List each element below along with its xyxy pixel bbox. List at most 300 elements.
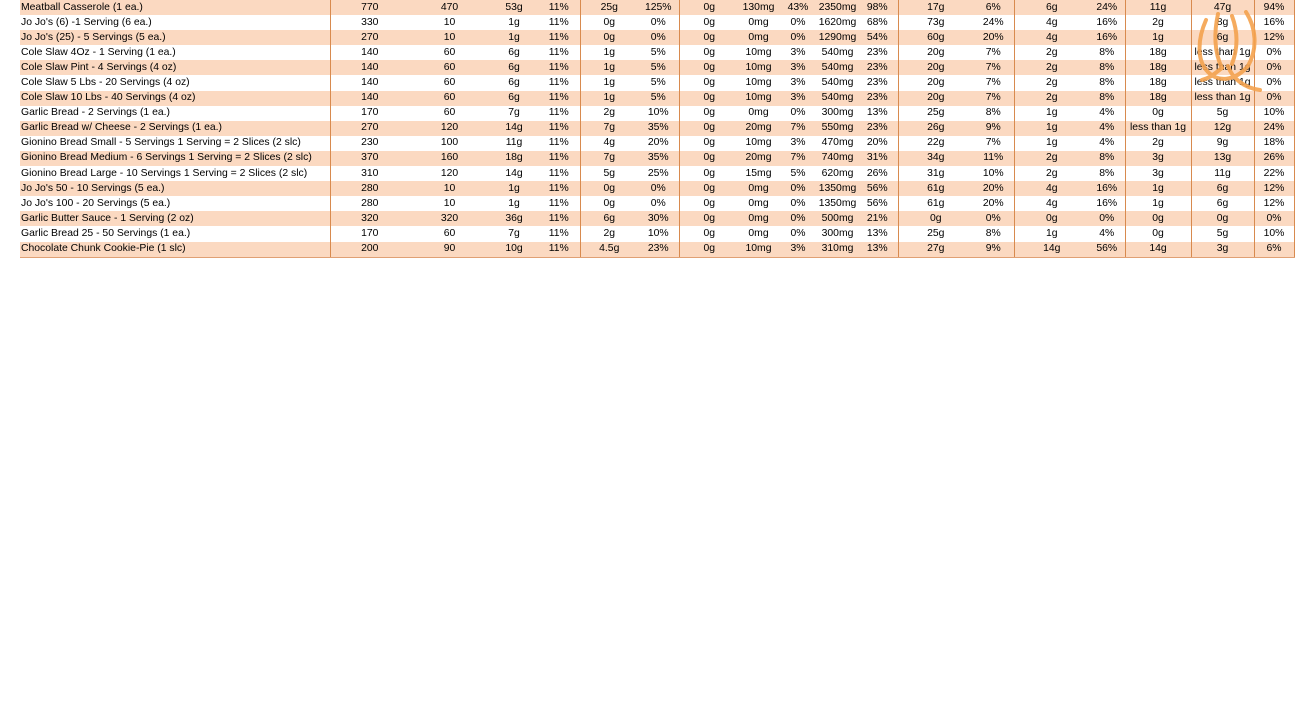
nutrition-value-cell: 10% xyxy=(638,106,679,121)
nutrition-value-cell: 0g xyxy=(1125,106,1191,121)
nutrition-value-cell: 60g xyxy=(898,30,973,45)
nutrition-value-cell: 2g xyxy=(1014,75,1089,90)
nutrition-value-cell: 3% xyxy=(778,75,818,90)
nutrition-value-cell: 68% xyxy=(857,15,898,30)
nutrition-value-cell: 18% xyxy=(1254,136,1294,151)
nutrition-value-cell: 170 xyxy=(330,106,409,121)
nutrition-value-cell: 770 xyxy=(330,0,409,15)
nutrition-value-cell: 0% xyxy=(1089,211,1125,226)
nutrition-value-cell: 22% xyxy=(1254,166,1294,181)
nutrition-table xyxy=(20,0,1295,258)
nutrition-value-cell: 8% xyxy=(1089,166,1125,181)
nutrition-value-cell: 23% xyxy=(857,121,898,136)
nutrition-value-cell: 25g xyxy=(898,226,973,241)
nutrition-value-cell: 11% xyxy=(538,181,580,196)
nutrition-value-cell: 7g xyxy=(580,151,638,166)
nutrition-value-cell: 11% xyxy=(973,151,1014,166)
nutrition-value-cell: 25% xyxy=(638,166,679,181)
nutrition-value-cell: less than 1g xyxy=(1191,75,1254,90)
nutrition-value-cell: 30% xyxy=(638,211,679,226)
nutrition-value-cell: 18g xyxy=(1125,60,1191,75)
nutrition-value-cell: 5% xyxy=(778,166,818,181)
nutrition-value-cell: 60 xyxy=(409,106,490,121)
nutrition-value-cell: 10mg xyxy=(739,45,778,60)
nutrition-value-cell: 140 xyxy=(330,45,409,60)
nutrition-value-cell: 98% xyxy=(857,0,898,15)
nutrition-value-cell: 10 xyxy=(409,30,490,45)
nutrition-value-cell: 4% xyxy=(1089,121,1125,136)
nutrition-value-cell: 16% xyxy=(1089,181,1125,196)
nutrition-value-cell: 0% xyxy=(778,211,818,226)
nutrition-value-cell: 56% xyxy=(857,181,898,196)
nutrition-value-cell: 11% xyxy=(538,211,580,226)
nutrition-value-cell: 60 xyxy=(409,226,490,241)
nutrition-value-cell: 7% xyxy=(973,91,1014,106)
table-row xyxy=(20,0,1294,15)
nutrition-value-cell: 10 xyxy=(409,15,490,30)
nutrition-value-cell: 8% xyxy=(1089,60,1125,75)
nutrition-value-cell: 11g xyxy=(1191,166,1254,181)
nutrition-value-cell: 0g xyxy=(679,121,739,136)
nutrition-value-cell: 60 xyxy=(409,60,490,75)
nutrition-value-cell: 11% xyxy=(538,136,580,151)
nutrition-value-cell: 1g xyxy=(1125,196,1191,211)
nutrition-value-cell: 18g xyxy=(1125,75,1191,90)
nutrition-value-cell: 0% xyxy=(778,15,818,30)
nutrition-value-cell: 310mg xyxy=(818,242,857,258)
nutrition-value-cell: 20g xyxy=(898,60,973,75)
nutrition-value-cell: 54% xyxy=(857,30,898,45)
nutrition-value-cell: 120 xyxy=(409,166,490,181)
nutrition-value-cell: 12g xyxy=(1191,121,1254,136)
nutrition-value-cell: 0g xyxy=(679,211,739,226)
nutrition-value-cell: 0g xyxy=(679,226,739,241)
nutrition-value-cell: 0mg xyxy=(739,15,778,30)
nutrition-value-cell: 160 xyxy=(409,151,490,166)
nutrition-value-cell: 280 xyxy=(330,181,409,196)
nutrition-value-cell: 7% xyxy=(973,75,1014,90)
table-row xyxy=(20,181,1294,196)
nutrition-value-cell: 0g xyxy=(679,45,739,60)
nutrition-value-cell: 4g xyxy=(1014,181,1089,196)
nutrition-value-cell: 5% xyxy=(638,45,679,60)
menu-item-name: Cole Slaw 4Oz - 1 Serving (1 ea.) xyxy=(20,45,330,60)
nutrition-value-cell: 1g xyxy=(1014,226,1089,241)
nutrition-value-cell: 0% xyxy=(1254,60,1294,75)
nutrition-value-cell: 23% xyxy=(638,242,679,258)
nutrition-value-cell: 9% xyxy=(973,242,1014,258)
nutrition-value-cell: 320 xyxy=(330,211,409,226)
nutrition-value-cell: 10% xyxy=(973,166,1014,181)
nutrition-value-cell: 24% xyxy=(973,15,1014,30)
nutrition-value-cell: 0g xyxy=(679,166,739,181)
nutrition-value-cell: 0mg xyxy=(739,181,778,196)
nutrition-value-cell: 10mg xyxy=(739,75,778,90)
table-row xyxy=(20,151,1294,166)
nutrition-value-cell: 7g xyxy=(490,226,538,241)
nutrition-value-cell: 8g xyxy=(1191,15,1254,30)
nutrition-value-cell: 0% xyxy=(778,106,818,121)
nutrition-value-cell: 0g xyxy=(580,30,638,45)
nutrition-value-cell: 3% xyxy=(778,60,818,75)
nutrition-value-cell: 0% xyxy=(778,226,818,241)
nutrition-value-cell: 7g xyxy=(490,106,538,121)
nutrition-value-cell: 10 xyxy=(409,196,490,211)
nutrition-value-cell: 0g xyxy=(1014,211,1089,226)
nutrition-value-cell: 270 xyxy=(330,121,409,136)
nutrition-value-cell: 25g xyxy=(898,106,973,121)
nutrition-value-cell: 540mg xyxy=(818,75,857,90)
nutrition-value-cell: 13g xyxy=(1191,151,1254,166)
nutrition-value-cell: 1350mg xyxy=(818,181,857,196)
nutrition-value-cell: 4g xyxy=(1014,30,1089,45)
nutrition-value-cell: 31g xyxy=(898,166,973,181)
nutrition-value-cell: 14g xyxy=(1125,242,1191,258)
nutrition-value-cell: 8% xyxy=(1089,75,1125,90)
menu-item-name: Gionino Bread Small - 5 Servings 1 Serving = 2 Slices (2 slc) xyxy=(20,136,330,151)
nutrition-value-cell: 11% xyxy=(538,196,580,211)
nutrition-value-cell: 120 xyxy=(409,121,490,136)
nutrition-value-cell: 6g xyxy=(1014,0,1089,15)
nutrition-value-cell: 11% xyxy=(538,226,580,241)
nutrition-value-cell: 24% xyxy=(1089,0,1125,15)
nutrition-value-cell: 0% xyxy=(778,196,818,211)
nutrition-value-cell: 0mg xyxy=(739,196,778,211)
nutrition-value-cell: 4g xyxy=(580,136,638,151)
nutrition-value-cell: 1g xyxy=(1125,30,1191,45)
nutrition-value-cell: 36g xyxy=(490,211,538,226)
nutrition-value-cell: 7% xyxy=(973,45,1014,60)
nutrition-value-cell: less than 1g xyxy=(1125,121,1191,136)
nutrition-value-cell: 20g xyxy=(898,91,973,106)
nutrition-value-cell: 21% xyxy=(857,211,898,226)
nutrition-value-cell: 11% xyxy=(538,60,580,75)
nutrition-value-cell: 320 xyxy=(409,211,490,226)
nutrition-value-cell: 1g xyxy=(1014,136,1089,151)
nutrition-value-cell: 10mg xyxy=(739,60,778,75)
nutrition-value-cell: 0g xyxy=(1191,211,1254,226)
nutrition-value-cell: 11% xyxy=(538,91,580,106)
table-row xyxy=(20,196,1294,211)
nutrition-value-cell: 0g xyxy=(679,75,739,90)
nutrition-value-cell: 11% xyxy=(538,166,580,181)
nutrition-value-cell: 7% xyxy=(778,151,818,166)
nutrition-value-cell: 11% xyxy=(538,0,580,15)
nutrition-value-cell: 11% xyxy=(538,30,580,45)
nutrition-value-cell: 13% xyxy=(857,242,898,258)
nutrition-value-cell: 1290mg xyxy=(818,30,857,45)
nutrition-value-cell: 6g xyxy=(580,211,638,226)
nutrition-value-cell: 0% xyxy=(638,181,679,196)
nutrition-value-cell: 73g xyxy=(898,15,973,30)
nutrition-value-cell: 6g xyxy=(1191,196,1254,211)
nutrition-value-cell: 10mg xyxy=(739,91,778,106)
nutrition-value-cell: 0% xyxy=(778,30,818,45)
menu-item-name: Chocolate Chunk Cookie-Pie (1 slc) xyxy=(20,242,330,258)
nutrition-value-cell: 140 xyxy=(330,75,409,90)
nutrition-value-cell: 13% xyxy=(857,106,898,121)
nutrition-value-cell: 35% xyxy=(638,151,679,166)
nutrition-value-cell: 20g xyxy=(898,45,973,60)
nutrition-value-cell: 23% xyxy=(857,91,898,106)
nutrition-value-cell: 13% xyxy=(857,226,898,241)
table-row xyxy=(20,166,1294,181)
nutrition-value-cell: 0g xyxy=(679,242,739,258)
nutrition-value-cell: 26g xyxy=(898,121,973,136)
nutrition-value-cell: 61g xyxy=(898,196,973,211)
table-row xyxy=(20,121,1294,136)
nutrition-value-cell: 0g xyxy=(679,136,739,151)
menu-item-name: Garlic Bread - 2 Servings (1 ea.) xyxy=(20,106,330,121)
nutrition-value-cell: 10% xyxy=(1254,226,1294,241)
nutrition-value-cell: 2g xyxy=(1014,60,1089,75)
nutrition-value-cell: 540mg xyxy=(818,91,857,106)
nutrition-value-cell: 6% xyxy=(1254,242,1294,258)
nutrition-value-cell: 43% xyxy=(778,0,818,15)
menu-item-name: Jo Jo's 50 - 10 Servings (5 ea.) xyxy=(20,181,330,196)
nutrition-value-cell: 5% xyxy=(638,91,679,106)
nutrition-value-cell: 11g xyxy=(490,136,538,151)
nutrition-value-cell: 5% xyxy=(638,60,679,75)
nutrition-value-cell: 540mg xyxy=(818,45,857,60)
nutrition-value-cell: 3% xyxy=(778,45,818,60)
nutrition-value-cell: 4% xyxy=(1089,226,1125,241)
nutrition-value-cell: 9g xyxy=(1191,136,1254,151)
nutrition-value-cell: 10mg xyxy=(739,136,778,151)
menu-item-name: Gionino Bread Large - 10 Servings 1 Serving = 2 Slices (2 slc) xyxy=(20,166,330,181)
nutrition-value-cell: 6g xyxy=(490,60,538,75)
nutrition-value-cell: 47g xyxy=(1191,0,1254,15)
nutrition-value-cell: 0g xyxy=(679,196,739,211)
nutrition-value-cell: 60 xyxy=(409,75,490,90)
nutrition-value-cell: 26% xyxy=(1254,151,1294,166)
nutrition-value-cell: 18g xyxy=(490,151,538,166)
nutrition-value-cell: 370 xyxy=(330,151,409,166)
nutrition-value-cell: 3g xyxy=(1125,166,1191,181)
nutrition-value-cell: 3g xyxy=(1125,151,1191,166)
nutrition-value-cell: 125% xyxy=(638,0,679,15)
nutrition-value-cell: 90 xyxy=(409,242,490,258)
nutrition-value-cell: 35% xyxy=(638,121,679,136)
nutrition-value-cell: 1g xyxy=(580,45,638,60)
nutrition-value-cell: 5% xyxy=(638,75,679,90)
nutrition-value-cell: 140 xyxy=(330,91,409,106)
nutrition-value-cell: 10mg xyxy=(739,242,778,258)
nutrition-value-cell: 16% xyxy=(1254,15,1294,30)
nutrition-value-cell: 8% xyxy=(973,226,1014,241)
nutrition-value-cell: 5g xyxy=(1191,106,1254,121)
nutrition-value-cell: 470 xyxy=(409,0,490,15)
nutrition-value-cell: 0mg xyxy=(739,106,778,121)
nutrition-value-cell: 4g xyxy=(1014,196,1089,211)
nutrition-value-cell: 12% xyxy=(1254,30,1294,45)
nutrition-value-cell: 1g xyxy=(1014,106,1089,121)
nutrition-value-cell: 0g xyxy=(679,15,739,30)
nutrition-value-cell: 14g xyxy=(490,121,538,136)
nutrition-value-cell: 4% xyxy=(1089,136,1125,151)
menu-item-name: Gionino Bread Medium - 6 Servings 1 Serving = 2 Slices (2 slc) xyxy=(20,151,330,166)
nutrition-value-cell: 11% xyxy=(538,75,580,90)
nutrition-value-cell: 2g xyxy=(1014,91,1089,106)
nutrition-value-cell: 16% xyxy=(1089,30,1125,45)
nutrition-value-cell: 20% xyxy=(973,30,1014,45)
nutrition-value-cell: 60 xyxy=(409,91,490,106)
nutrition-value-cell: 1g xyxy=(1014,121,1089,136)
nutrition-value-cell: 7% xyxy=(778,121,818,136)
nutrition-value-cell: 17g xyxy=(898,0,973,15)
nutrition-value-cell: 15mg xyxy=(739,166,778,181)
nutrition-value-cell: 20% xyxy=(857,136,898,151)
nutrition-value-cell: 0mg xyxy=(739,30,778,45)
nutrition-value-cell: 1g xyxy=(580,91,638,106)
nutrition-value-cell: 2g xyxy=(580,226,638,241)
menu-item-name: Jo Jo's (25) - 5 Servings (5 ea.) xyxy=(20,30,330,45)
nutrition-value-cell: 280 xyxy=(330,196,409,211)
menu-item-name: Jo Jo's 100 - 20 Servings (5 ea.) xyxy=(20,196,330,211)
nutrition-value-cell: less than 1g xyxy=(1191,60,1254,75)
nutrition-value-cell: 0g xyxy=(679,30,739,45)
nutrition-value-cell: 130mg xyxy=(739,0,778,15)
nutrition-value-cell: 0% xyxy=(638,30,679,45)
nutrition-value-cell: 0% xyxy=(1254,45,1294,60)
nutrition-value-cell: 9% xyxy=(973,121,1014,136)
nutrition-value-cell: 25g xyxy=(580,0,638,15)
nutrition-value-cell: 0g xyxy=(679,106,739,121)
nutrition-value-cell: 16% xyxy=(1089,15,1125,30)
nutrition-value-cell: 3% xyxy=(778,91,818,106)
nutrition-value-cell: 20mg xyxy=(739,121,778,136)
nutrition-value-cell: 20% xyxy=(973,196,1014,211)
nutrition-value-cell: 1g xyxy=(580,75,638,90)
nutrition-value-cell: 31% xyxy=(857,151,898,166)
nutrition-value-cell: 60 xyxy=(409,45,490,60)
nutrition-value-cell: 7% xyxy=(973,60,1014,75)
nutrition-value-cell: 0g xyxy=(679,60,739,75)
nutrition-value-cell: 34g xyxy=(898,151,973,166)
nutrition-value-cell: 7% xyxy=(973,136,1014,151)
nutrition-value-cell: 0% xyxy=(1254,75,1294,90)
nutrition-value-cell: 6g xyxy=(490,45,538,60)
nutrition-value-cell: 20% xyxy=(973,181,1014,196)
nutrition-value-cell: 1g xyxy=(490,196,538,211)
nutrition-value-cell: 310 xyxy=(330,166,409,181)
nutrition-value-cell: 2g xyxy=(1014,151,1089,166)
nutrition-value-cell: 0g xyxy=(679,181,739,196)
nutrition-value-cell: 0g xyxy=(580,196,638,211)
table-row xyxy=(20,45,1294,60)
nutrition-value-cell: 1g xyxy=(580,60,638,75)
nutrition-value-cell: 10g xyxy=(490,242,538,258)
nutrition-value-cell: 3g xyxy=(1191,242,1254,258)
nutrition-value-cell: 0% xyxy=(973,211,1014,226)
nutrition-value-cell: 94% xyxy=(1254,0,1294,15)
menu-item-name: Cole Slaw Pint - 4 Servings (4 oz) xyxy=(20,60,330,75)
table-row xyxy=(20,15,1294,30)
nutrition-value-cell: 7g xyxy=(580,121,638,136)
nutrition-value-cell: 12% xyxy=(1254,196,1294,211)
nutrition-value-cell: 0g xyxy=(898,211,973,226)
nutrition-value-cell: 3% xyxy=(778,136,818,151)
nutrition-table-body xyxy=(20,0,1294,257)
menu-item-name: Cole Slaw 10 Lbs - 40 Servings (4 oz) xyxy=(20,91,330,106)
nutrition-value-cell: 620mg xyxy=(818,166,857,181)
nutrition-value-cell: 470mg xyxy=(818,136,857,151)
nutrition-value-cell: 0g xyxy=(580,15,638,30)
nutrition-value-cell: 11% xyxy=(538,242,580,258)
nutrition-value-cell: 14g xyxy=(1014,242,1089,258)
nutrition-value-cell: 16% xyxy=(1089,196,1125,211)
table-row xyxy=(20,136,1294,151)
nutrition-value-cell: 1g xyxy=(490,30,538,45)
table-row xyxy=(20,211,1294,226)
nutrition-value-cell: 0% xyxy=(1254,211,1294,226)
nutrition-value-cell: 6g xyxy=(490,75,538,90)
nutrition-value-cell: 5g xyxy=(580,166,638,181)
nutrition-value-cell: 3% xyxy=(778,242,818,258)
table-row xyxy=(20,242,1294,258)
nutrition-value-cell: 0% xyxy=(638,15,679,30)
nutrition-value-cell: 270 xyxy=(330,30,409,45)
nutrition-value-cell: 100 xyxy=(409,136,490,151)
nutrition-value-cell: 56% xyxy=(1089,242,1125,258)
table-row xyxy=(20,60,1294,75)
nutrition-value-cell: 1g xyxy=(490,181,538,196)
nutrition-value-cell: 27g xyxy=(898,242,973,258)
table-row xyxy=(20,106,1294,121)
nutrition-value-cell: 11% xyxy=(538,106,580,121)
menu-item-name: Meatball Casserole (1 ea.) xyxy=(20,0,330,15)
nutrition-value-cell: 18g xyxy=(1125,45,1191,60)
nutrition-value-cell: 550mg xyxy=(818,121,857,136)
nutrition-value-cell: 230 xyxy=(330,136,409,151)
nutrition-value-cell: 1350mg xyxy=(818,196,857,211)
nutrition-value-cell: 24% xyxy=(1254,121,1294,136)
nutrition-value-cell: 6% xyxy=(973,0,1014,15)
nutrition-value-cell: 18g xyxy=(1125,91,1191,106)
nutrition-value-cell: 1620mg xyxy=(818,15,857,30)
nutrition-value-cell: 11g xyxy=(1125,0,1191,15)
nutrition-value-cell: 10% xyxy=(638,226,679,241)
nutrition-value-cell: 1g xyxy=(1125,181,1191,196)
nutrition-value-cell: 330 xyxy=(330,15,409,30)
nutrition-value-cell: 4% xyxy=(1089,106,1125,121)
nutrition-value-cell: 12% xyxy=(1254,181,1294,196)
nutrition-value-cell: 11% xyxy=(538,45,580,60)
nutrition-value-cell: 8% xyxy=(973,106,1014,121)
nutrition-value-cell: 0% xyxy=(1254,91,1294,106)
table-row xyxy=(20,91,1294,106)
nutrition-value-cell: 5g xyxy=(1191,226,1254,241)
nutrition-value-cell: 11% xyxy=(538,121,580,136)
nutrition-value-cell: 53g xyxy=(490,0,538,15)
nutrition-value-cell: 8% xyxy=(1089,91,1125,106)
nutrition-value-cell: 23% xyxy=(857,75,898,90)
menu-item-name: Jo Jo's (6) -1 Serving (6 ea.) xyxy=(20,15,330,30)
nutrition-value-cell: 140 xyxy=(330,60,409,75)
nutrition-value-cell: 170 xyxy=(330,226,409,241)
nutrition-value-cell: 4g xyxy=(1014,15,1089,30)
nutrition-value-cell: 0% xyxy=(778,181,818,196)
nutrition-value-cell: 0mg xyxy=(739,226,778,241)
nutrition-value-cell: 23% xyxy=(857,45,898,60)
nutrition-value-cell: 2g xyxy=(1125,136,1191,151)
nutrition-value-cell: 2g xyxy=(1125,15,1191,30)
nutrition-value-cell: 500mg xyxy=(818,211,857,226)
nutrition-value-cell: 1g xyxy=(490,15,538,30)
nutrition-value-cell: 20g xyxy=(898,75,973,90)
nutrition-value-cell: 0mg xyxy=(739,211,778,226)
nutrition-value-cell: 61g xyxy=(898,181,973,196)
